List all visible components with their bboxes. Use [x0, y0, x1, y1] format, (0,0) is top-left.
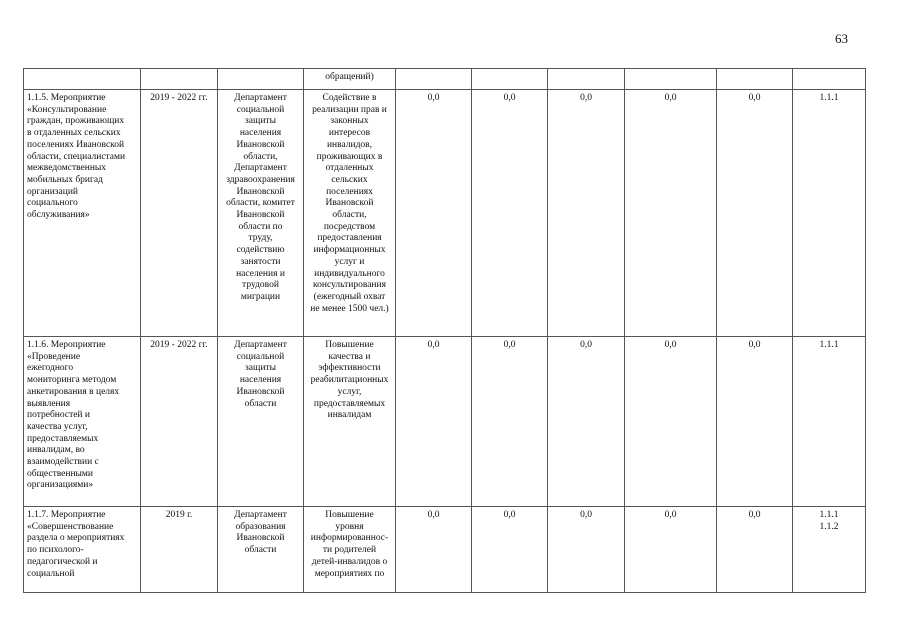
indicator-link-cell — [793, 337, 866, 507]
value-cell — [625, 90, 717, 337]
result-line: Повышение — [325, 340, 374, 350]
result-line: законных — [330, 116, 369, 127]
executor-line: Департамент — [234, 163, 287, 174]
activity-name-line: анкетирования в целях — [27, 386, 120, 397]
activity-name-line: предоставляемых — [27, 433, 99, 444]
executor-line: населения — [239, 375, 282, 386]
value-text: 0,0 — [503, 510, 516, 520]
executor-line: Ивановской — [236, 533, 285, 544]
executor-line: области по — [238, 221, 283, 232]
period-text: 2019 - 2022 гг. — [150, 93, 208, 103]
activity-name-line: социальной — [27, 568, 75, 579]
indicator-link-line: 1.1.2 — [819, 521, 839, 532]
executor-line: области, комитет — [226, 198, 295, 209]
value-cell — [717, 507, 793, 593]
activity-name-line: организациями» — [27, 480, 94, 491]
result-cell — [304, 90, 396, 337]
value-cell — [396, 337, 472, 507]
executor-line: миграции — [240, 291, 281, 302]
executor-line: трудовой — [242, 280, 279, 291]
executor-line: области, — [243, 151, 278, 162]
executor-line: Департамент — [234, 340, 287, 350]
executor-line: области — [244, 398, 277, 409]
value-cell — [472, 69, 548, 90]
activity-name-line: 1.1.5. Мероприятие — [27, 93, 106, 103]
activity-name-line: 1.1.6. Мероприятие — [27, 340, 106, 350]
value-cell — [396, 69, 472, 90]
indicator-link-cell — [793, 507, 866, 593]
value-cell — [548, 69, 625, 90]
value-text: 0,0 — [664, 340, 677, 350]
value-cell — [625, 507, 717, 593]
activity-name-cell — [24, 507, 141, 593]
period-cell — [141, 507, 218, 593]
value-cell — [548, 337, 625, 507]
result-line: интересов — [328, 128, 371, 139]
result-line: не менее 1500 чел.) — [310, 303, 389, 314]
value-text: 0,0 — [503, 93, 516, 103]
executor-cell — [218, 507, 304, 593]
executor-line: содействию — [236, 245, 285, 256]
value-cell — [717, 90, 793, 337]
executor-line: занятости — [240, 256, 281, 267]
result-line: поселениях — [326, 186, 373, 197]
value-cell — [548, 90, 625, 337]
executor-cell — [218, 90, 304, 337]
executor-line: защиты — [245, 116, 276, 127]
result-line: инвалидов, — [326, 139, 373, 150]
result-line: информационных — [313, 245, 386, 256]
value-text: 0,0 — [503, 340, 516, 350]
indicator-link-line: 1.1.1 — [819, 340, 839, 350]
result-line: качества и — [328, 351, 371, 362]
executor-cell — [218, 337, 304, 507]
activity-name-line: выявления — [27, 398, 71, 409]
value-cell — [717, 337, 793, 507]
activity-name-line: «Проведение — [27, 351, 81, 362]
result-line: эффективности — [318, 363, 381, 374]
activity-name-line: социального — [27, 198, 78, 209]
result-cell — [304, 507, 396, 593]
executor-line: социальной — [236, 351, 285, 362]
value-cell — [472, 337, 548, 507]
table-row — [24, 507, 866, 593]
executor-line: Ивановской — [236, 386, 285, 397]
activity-name-line: области, специалистами — [27, 151, 126, 162]
value-cell — [472, 90, 548, 337]
value-text: 0,0 — [664, 510, 677, 520]
result-line: инвалидам — [327, 410, 372, 421]
value-text: 0,0 — [748, 93, 761, 103]
result-cell — [304, 69, 396, 90]
value-text: 0,0 — [748, 510, 761, 520]
value-cell — [548, 507, 625, 593]
executor-line: труду, — [248, 233, 273, 244]
executor-line: Департамент — [234, 510, 287, 520]
value-cell — [396, 507, 472, 593]
executor-line: населения — [239, 128, 282, 139]
result-line: (ежегодный охват — [313, 291, 386, 302]
result-line: области, — [332, 210, 367, 221]
result-line: Повышение — [325, 510, 374, 520]
executor-line: Ивановской — [236, 139, 285, 150]
result-line: информированнос- — [310, 533, 389, 544]
activity-name-line: раздела о мероприятиях — [27, 533, 125, 544]
executor-line: социальной — [236, 104, 285, 115]
activity-name-line: «Совершенствование — [27, 521, 114, 532]
executor-line: Ивановской — [236, 210, 285, 221]
result-line: реализации прав и — [312, 104, 387, 115]
result-line: мероприятиях по — [314, 568, 385, 579]
activity-name-line: инвалидам, во — [27, 445, 85, 456]
activity-name-line: граждан, проживающих — [27, 116, 125, 127]
executor-line: образования — [235, 521, 286, 532]
value-cell — [625, 69, 717, 90]
result-line: сельских — [331, 174, 368, 185]
indicator-link-line: 1.1.1 — [819, 510, 839, 520]
result-line: отдаленных — [325, 163, 374, 174]
activity-name-line: обслуживания» — [27, 210, 90, 221]
executor-line: здравоохранения — [226, 174, 295, 185]
activity-name-cell — [24, 90, 141, 337]
executor-line: защиты — [245, 363, 276, 374]
result-line: Ивановской — [325, 198, 374, 209]
executor-cell — [218, 69, 304, 90]
table-row-continuation — [24, 69, 866, 90]
value-text: 0,0 — [427, 93, 440, 103]
activity-name-cell — [24, 69, 141, 90]
activity-name-line: педагогической и — [27, 556, 98, 567]
result-line: проживающих в — [316, 151, 383, 162]
result-line: реабилитационных — [310, 375, 389, 386]
result-line: обращений) — [325, 72, 374, 82]
period-cell — [141, 337, 218, 507]
value-cell — [472, 507, 548, 593]
executor-line: Ивановской — [236, 186, 285, 197]
result-line: детей-инвалидов о — [311, 556, 388, 567]
value-cell — [396, 90, 472, 337]
executor-line: Департамент — [234, 93, 287, 103]
activity-name-line: взаимодействии с — [27, 457, 99, 468]
activity-name-cell — [24, 337, 141, 507]
activity-name-line: по психолого- — [27, 545, 84, 556]
activity-name-line: качества услуг, — [27, 421, 88, 432]
value-text: 0,0 — [748, 340, 761, 350]
executor-line: населения и — [236, 268, 285, 279]
result-line: услуг, — [337, 386, 362, 397]
value-text: 0,0 — [664, 93, 677, 103]
value-cell — [625, 337, 717, 507]
result-line: предоставления — [317, 233, 382, 244]
result-line: посредством — [323, 221, 376, 232]
period-text: 2019 г. — [165, 510, 193, 520]
value-text: 0,0 — [580, 340, 592, 350]
activity-name-line: 1.1.7. Мероприятие — [27, 510, 106, 520]
activity-name-line: в отдаленных сельских — [27, 128, 121, 139]
executor-line: области — [244, 545, 277, 556]
result-line: индивидуального — [314, 268, 385, 279]
period-cell — [141, 90, 218, 337]
result-line: услуг и — [334, 256, 365, 267]
value-text: 0,0 — [580, 510, 592, 520]
activity-name-line: межведомственных — [27, 163, 107, 174]
activity-name-line: поселениях Ивановской — [27, 139, 125, 150]
table-row — [24, 337, 866, 507]
activity-name-line: потребностей и — [27, 410, 90, 421]
value-text: 0,0 — [427, 340, 440, 350]
indicator-link-line: 1.1.1 — [819, 93, 839, 103]
activity-name-line: общественными — [27, 468, 94, 479]
result-cell — [304, 337, 396, 507]
program-activities-table — [23, 68, 866, 593]
activity-name-line: мониторинга методом — [27, 375, 117, 386]
result-line: консультирования — [313, 280, 386, 291]
value-text: 0,0 — [580, 93, 592, 103]
result-line: ти родителей — [322, 545, 377, 556]
result-line: уровня — [335, 521, 364, 532]
table-row — [24, 90, 866, 337]
activity-name-line: «Консультирование — [27, 104, 107, 115]
value-text: 0,0 — [427, 510, 440, 520]
activity-name-line: организаций — [27, 186, 79, 197]
activity-name-line: мобильных бригад — [27, 174, 103, 185]
indicator-link-cell — [793, 69, 866, 90]
result-line: Содействие в — [322, 93, 377, 103]
activity-name-line: ежегодного — [27, 363, 74, 374]
page-number: 63 — [835, 31, 848, 46]
period-cell — [141, 69, 218, 90]
value-cell — [717, 69, 793, 90]
result-line: предоставляемых — [313, 398, 386, 409]
indicator-link-cell — [793, 90, 866, 337]
period-text: 2019 - 2022 гг. — [150, 340, 208, 350]
